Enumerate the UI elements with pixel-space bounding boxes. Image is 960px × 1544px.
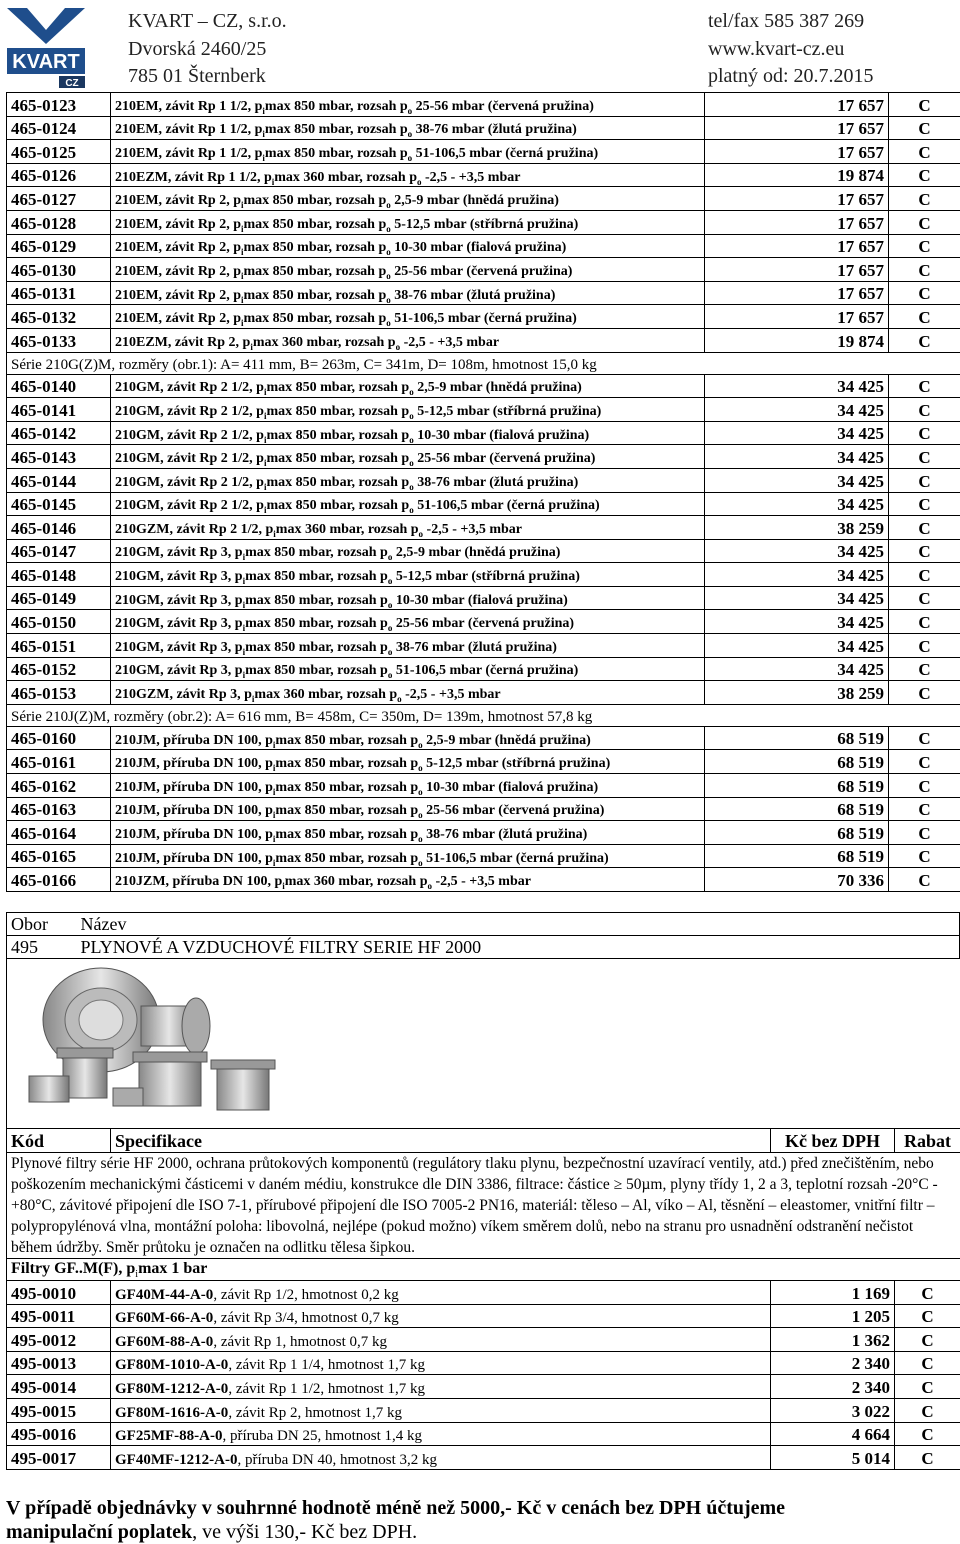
row-specification: 210GZM, závit Rp 3, $p_i\max$ 360 mbar, rozsah $p_o$ -2,5 - +3,5 mbar — [111, 681, 705, 705]
row-rabat: C — [889, 516, 960, 540]
row-price: 17 657 — [705, 93, 889, 117]
row-specification: 210GM, závit Rp 2 1/2, $p_i\max$ 850 mbar, rozsah $p_o$ 51-106,5 mbar (černá pružina) — [111, 492, 705, 516]
row-specification: 210EM, závit Rp 2, $p_i\max$ 850 mbar, rozsah $p_o$ 2,5-9 mbar (hnědá pružina) — [111, 187, 705, 211]
row-rabat: C — [895, 1398, 960, 1422]
series-210j-heading: Série 210J(Z)M, rozměry (obr.2): A= 616 mm, B= 458m, C= 350m, D= 139m, hmotnost 57,8 kg — [7, 704, 960, 726]
row-rabat: C — [889, 187, 960, 211]
row-code: 465-0141 — [7, 398, 111, 422]
row-price: 17 657 — [705, 234, 889, 258]
table-row — [7, 797, 960, 821]
table-row — [7, 1351, 960, 1375]
row-price: 19 874 — [705, 163, 889, 187]
row-price: 68 519 — [705, 774, 889, 798]
row-rabat: C — [889, 539, 960, 563]
col-kod: Kód — [7, 1129, 111, 1153]
company-name: KVART – CZ, s.r.o. — [128, 10, 287, 32]
row-price: 17 657 — [705, 116, 889, 140]
row-rabat: C — [889, 116, 960, 140]
row-code: 465-0166 — [7, 868, 111, 892]
row-code: 495-0017 — [7, 1446, 111, 1470]
row-specification: 210EM, závit Rp 2, $p_i\max$ 850 mbar, rozsah $p_o$ 10-30 mbar (fialová pružina) — [111, 234, 705, 258]
footer-line-1: V případě objednávky v souhrnné hodnotě méně než 5000,- Kč v cenách bez DPH účtujeme — [6, 1497, 786, 1519]
table-row — [7, 163, 960, 187]
row-rabat: C — [889, 374, 960, 398]
row-specification: GF40MF-1212-A-0, příruba DN 40, hmotnost 3,2 kg — [111, 1446, 771, 1470]
kvart-logo — [5, 4, 87, 90]
row-rabat: C — [889, 844, 960, 868]
obor-label: Obor — [7, 913, 77, 936]
table-row — [7, 421, 960, 445]
row-specification: 210GM, závit Rp 3, $p_i\max$ 850 mbar, rozsah $p_o$ 5-12,5 mbar (stříbrná pružina) — [111, 563, 705, 587]
row-price: 70 336 — [705, 868, 889, 892]
row-rabat: C — [889, 258, 960, 282]
footer-line-2: manipulační poplatek, ve výši 130,- Kč bez DPH. — [6, 1521, 418, 1543]
table-row — [7, 634, 960, 658]
row-price: 19 874 — [705, 328, 889, 352]
row-price: 34 425 — [705, 398, 889, 422]
row-code: 495-0015 — [7, 1398, 111, 1422]
row-rabat: C — [889, 657, 960, 681]
table-row — [7, 187, 960, 211]
row-code: 465-0149 — [7, 586, 111, 610]
row-code: 465-0130 — [7, 258, 111, 282]
row-price: 68 519 — [705, 844, 889, 868]
row-price: 34 425 — [705, 563, 889, 587]
row-code: 465-0161 — [7, 750, 111, 774]
valid-date: platný od: 20.7.2015 — [708, 65, 874, 87]
row-code: 495-0013 — [7, 1351, 111, 1375]
row-specification: 210EM, závit Rp 2, $p_i\max$ 850 mbar, rozsah $p_o$ 25-56 mbar (červená pružina) — [111, 258, 705, 282]
row-code: 465-0131 — [7, 281, 111, 305]
row-specification: GF80M-1616-A-0, závit Rp 2, hmotnost 1,7 kg — [111, 1398, 771, 1422]
company-web: www.kvart-cz.eu — [708, 38, 845, 60]
row-specification: 210GZM, závit Rp 2 1/2, $p_i\max$ 360 mbar, rozsah $p_o$ -2,5 - +3,5 mbar — [111, 516, 705, 540]
page-header — [0, 0, 960, 92]
table-row — [7, 398, 960, 422]
series-210g-heading: Série 210G(Z)M, rozměry (obr.1): A= 411 mm, B= 263m, C= 341m, D= 108m, hmotnost 15,0 kg — [7, 352, 960, 374]
row-specification: 210EM, závit Rp 2, $p_i\max$ 850 mbar, rozsah $p_o$ 38-76 mbar (žlutá pružina) — [111, 281, 705, 305]
row-rabat: C — [889, 421, 960, 445]
row-price: 17 657 — [705, 140, 889, 164]
table-row — [7, 681, 960, 705]
row-price: 1 205 — [771, 1304, 895, 1328]
row-price: 68 519 — [705, 750, 889, 774]
row-specification: GF25MF-88-A-0, příruba DN 25, hmotnost 1,4 kg — [111, 1422, 771, 1446]
table-row — [7, 492, 960, 516]
col-spec: Specifikace — [111, 1129, 771, 1153]
row-price: 1 169 — [771, 1281, 895, 1305]
row-specification: 210JM, příruba DN 100, $p_i\max$ 850 mbar, rozsah $p_o$ 51-106,5 mbar (černá pružina) — [111, 844, 705, 868]
row-rabat: C — [889, 774, 960, 798]
row-code: 465-0153 — [7, 681, 111, 705]
row-specification: 210GM, závit Rp 3, $p_i\max$ 850 mbar, rozsah $p_o$ 25-56 mbar (červená pružina) — [111, 610, 705, 634]
table-row — [7, 258, 960, 282]
row-specification: 210GM, závit Rp 3, $p_i\max$ 850 mbar, rozsah $p_o$ 10-30 mbar (fialová pružina) — [111, 586, 705, 610]
nazev-value: PLYNOVÉ A VZDUCHOVÉ FILTRY SERIE HF 2000 — [77, 936, 960, 959]
row-price: 34 425 — [705, 634, 889, 658]
company-street: Dvorská 2460/25 — [128, 38, 267, 60]
row-rabat: C — [895, 1375, 960, 1399]
table-row — [7, 305, 960, 329]
row-price: 4 664 — [771, 1422, 895, 1446]
table-row — [7, 1422, 960, 1446]
row-rabat: C — [889, 634, 960, 658]
row-rabat: C — [895, 1304, 960, 1328]
row-specification: GF80M-1010-A-0, závit Rp 1 1/4, hmotnost 1,7 kg — [111, 1351, 771, 1375]
table-row — [7, 1281, 960, 1305]
row-specification: GF60M-88-A-0, závit Rp 1, hmotnost 0,7 kg — [111, 1328, 771, 1352]
row-price: 34 425 — [705, 445, 889, 469]
row-price: 34 425 — [705, 539, 889, 563]
row-rabat: C — [889, 328, 960, 352]
table-row — [7, 821, 960, 845]
row-rabat: C — [889, 93, 960, 117]
row-rabat: C — [889, 610, 960, 634]
table-row — [7, 563, 960, 587]
row-rabat: C — [889, 468, 960, 492]
row-specification: GF60M-66-A-0, závit Rp 3/4, hmotnost 0,7 kg — [111, 1304, 771, 1328]
row-code: 465-0127 — [7, 187, 111, 211]
row-price: 38 259 — [705, 516, 889, 540]
row-specification: 210JM, příruba DN 100, $p_i\max$ 850 mbar, rozsah $p_o$ 38-76 mbar (žlutá pružina) — [111, 821, 705, 845]
row-code: 465-0126 — [7, 163, 111, 187]
logo-sub: CZ — [65, 78, 79, 89]
row-specification: 210EM, závit Rp 2, $p_i\max$ 850 mbar, rozsah $p_o$ 5-12,5 mbar (stříbrná pružina) — [111, 210, 705, 234]
table-row — [7, 234, 960, 258]
row-price: 17 657 — [705, 187, 889, 211]
row-code: 465-0160 — [7, 726, 111, 750]
row-price: 1 362 — [771, 1328, 895, 1352]
table-row — [7, 445, 960, 469]
row-rabat: C — [889, 726, 960, 750]
row-code: 465-0129 — [7, 234, 111, 258]
row-rabat: C — [895, 1422, 960, 1446]
row-code: 465-0142 — [7, 421, 111, 445]
col-rabat: Rabat — [895, 1129, 960, 1153]
row-code: 465-0145 — [7, 492, 111, 516]
table-row — [7, 726, 960, 750]
row-code: 495-0014 — [7, 1375, 111, 1399]
row-code: 495-0016 — [7, 1422, 111, 1446]
row-rabat: C — [895, 1281, 960, 1305]
table-row — [7, 1304, 960, 1328]
row-rabat: C — [889, 868, 960, 892]
product-table-210 — [6, 92, 960, 892]
table-row — [7, 468, 960, 492]
product-image-area — [6, 958, 960, 1128]
row-rabat: C — [889, 305, 960, 329]
row-specification: 210JM, příruba DN 100, $p_i\max$ 850 mbar, rozsah $p_o$ 2,5-9 mbar (hnědá pružina) — [111, 726, 705, 750]
row-code: 465-0152 — [7, 657, 111, 681]
row-rabat: C — [889, 445, 960, 469]
row-specification: 210EM, závit Rp 1 1/2, $p_i\max$ 850 mbar, rozsah $p_o$ 38-76 mbar (žlutá pružina) — [111, 116, 705, 140]
row-code: 495-0011 — [7, 1304, 111, 1328]
logo-text: KVART — [12, 51, 80, 73]
table-row — [7, 774, 960, 798]
row-code: 465-0146 — [7, 516, 111, 540]
row-rabat: C — [889, 681, 960, 705]
row-specification: GF40M-44-A-0, závit Rp 1/2, hmotnost 0,2 kg — [111, 1281, 771, 1305]
product-table-495 — [6, 1128, 960, 1470]
nazev-label: Název — [77, 913, 960, 936]
row-rabat: C — [895, 1351, 960, 1375]
row-code: 465-0165 — [7, 844, 111, 868]
row-price: 68 519 — [705, 821, 889, 845]
row-specification: 210EM, závit Rp 1 1/2, $p_i\max$ 850 mbar, rozsah $p_o$ 25-56 mbar (červená pružina) — [111, 93, 705, 117]
row-code: 465-0132 — [7, 305, 111, 329]
row-code: 465-0123 — [7, 93, 111, 117]
row-rabat: C — [889, 492, 960, 516]
row-specification: 210GM, závit Rp 2 1/2, $p_i\max$ 850 mbar, rozsah $p_o$ 5-12,5 mbar (stříbrná pružina) — [111, 398, 705, 422]
table-row — [7, 93, 960, 117]
row-price: 38 259 — [705, 681, 889, 705]
obor-value: 495 — [7, 936, 77, 959]
row-code: 465-0151 — [7, 634, 111, 658]
row-rabat: C — [889, 281, 960, 305]
row-code: 465-0133 — [7, 328, 111, 352]
table-row — [7, 210, 960, 234]
row-code: 465-0148 — [7, 563, 111, 587]
row-specification: 210EZM, závit Rp 1 1/2, $p_i\max$ 360 mbar, rozsah $p_o$ -2,5 - +3,5 mbar — [111, 163, 705, 187]
row-rabat: C — [889, 563, 960, 587]
table-row — [7, 281, 960, 305]
row-code: 465-0164 — [7, 821, 111, 845]
row-code: 465-0128 — [7, 210, 111, 234]
row-specification: 210GM, závit Rp 2 1/2, $p_i\max$ 850 mbar, rozsah $p_o$ 10-30 mbar (fialová pružina) — [111, 421, 705, 445]
row-price: 17 657 — [705, 305, 889, 329]
row-code: 495-0012 — [7, 1328, 111, 1352]
table-row — [7, 116, 960, 140]
table-row — [7, 539, 960, 563]
row-code: 465-0162 — [7, 774, 111, 798]
row-rabat: C — [889, 821, 960, 845]
row-price: 34 425 — [705, 421, 889, 445]
table-row — [7, 516, 960, 540]
table-row — [7, 1446, 960, 1470]
row-price: 5 014 — [771, 1446, 895, 1470]
row-specification: 210JM, příruba DN 100, $p_i\max$ 850 mbar, rozsah $p_o$ 5-12,5 mbar (stříbrná pružina) — [111, 750, 705, 774]
row-code: 465-0144 — [7, 468, 111, 492]
row-rabat: C — [889, 398, 960, 422]
row-specification: 210GM, závit Rp 2 1/2, $p_i\max$ 850 mbar, rozsah $p_o$ 38-76 mbar (žlutá pružina) — [111, 468, 705, 492]
table-row — [7, 140, 960, 164]
footer-note — [6, 1496, 956, 1544]
row-price: 2 340 — [771, 1375, 895, 1399]
row-specification: 210GM, závit Rp 3, $p_i\max$ 850 mbar, rozsah $p_o$ 38-76 mbar (žlutá pružina) — [111, 634, 705, 658]
row-price: 17 657 — [705, 258, 889, 282]
row-specification: 210JZM, příruba DN 100, $p_i\max$ 360 mbar, rozsah $p_o$ -2,5 - +3,5 mbar — [111, 868, 705, 892]
row-rabat: C — [889, 210, 960, 234]
row-code: 465-0163 — [7, 797, 111, 821]
row-code: 465-0150 — [7, 610, 111, 634]
row-specification: 210JM, příruba DN 100, $p_i\max$ 850 mbar, rozsah $p_o$ 25-56 mbar (červená pružina) — [111, 797, 705, 821]
row-specification: 210GM, závit Rp 2 1/2, $p_i\max$ 850 mbar, rozsah $p_o$ 2,5-9 mbar (hnědá pružina) — [111, 374, 705, 398]
row-price: 34 425 — [705, 492, 889, 516]
table-row — [7, 1328, 960, 1352]
row-rabat: C — [889, 140, 960, 164]
row-price: 34 425 — [705, 610, 889, 634]
row-price: 34 425 — [705, 657, 889, 681]
row-price: 17 657 — [705, 281, 889, 305]
row-code: 465-0125 — [7, 140, 111, 164]
row-price: 34 425 — [705, 586, 889, 610]
table-row — [7, 610, 960, 634]
table-row — [7, 1398, 960, 1422]
table-row — [7, 374, 960, 398]
row-rabat: C — [889, 586, 960, 610]
row-rabat: C — [889, 234, 960, 258]
row-rabat: C — [889, 797, 960, 821]
table-row — [7, 657, 960, 681]
row-price: 68 519 — [705, 726, 889, 750]
row-rabat: C — [889, 163, 960, 187]
row-specification: 210EM, závit Rp 2, $p_i\max$ 850 mbar, rozsah $p_o$ 51-106,5 mbar (černá pružina) — [111, 305, 705, 329]
row-price: 3 022 — [771, 1398, 895, 1422]
row-rabat: C — [895, 1446, 960, 1470]
row-price: 68 519 — [705, 797, 889, 821]
row-code: 465-0143 — [7, 445, 111, 469]
company-phone: tel/fax 585 387 269 — [708, 10, 865, 32]
table-row — [7, 586, 960, 610]
filters-description: Plynové filtry série HF 2000, ochrana průtokových komponentů (regulátory tlaku plynu, bezpečnostní uzavírací ventily, atd.) před znečištěním, nebo poškozením mechanickými částicemi v daném médiu, konstrukce dle DIN 3386, filtrace: částice ≥ 50µm, plyny třídy 1, 2 a 3, teplotní rozsah -20°C - +80°C, závitové připojení dle ISO 7-1, přírubové připojení dle ISO 7005-2 PN16, materiál: těleso – Al, víko – Al, těsnění – eleastomer, vnitřní filtr – polypropylénová vlna, montážní poloha: libovolná, nejlépe (pokud možno) víkem směrem dolů, nebo na stranu pro usnadnění odstranění nečistot během údržby. Směr průtoku je označen na odlitku tělesa šipkou. — [7, 1153, 960, 1259]
row-price: 34 425 — [705, 374, 889, 398]
table-row — [7, 750, 960, 774]
col-price: Kč bez DPH — [771, 1129, 895, 1153]
filters-subheading: Filtry GF..M(F), $p_i\max$ 1 bar — [7, 1259, 960, 1281]
table-row — [7, 844, 960, 868]
row-code: 495-0010 — [7, 1281, 111, 1305]
filter-product-image — [21, 958, 281, 1126]
table-row — [7, 328, 960, 352]
row-specification: 210GM, závit Rp 3, $p_i\max$ 850 mbar, rozsah $p_o$ 51-106,5 mbar (černá pružina) — [111, 657, 705, 681]
row-price: 2 340 — [771, 1351, 895, 1375]
row-specification: 210EM, závit Rp 1 1/2, $p_i\max$ 850 mbar, rozsah $p_o$ 51-106,5 mbar (černá pružina) — [111, 140, 705, 164]
row-code: 465-0147 — [7, 539, 111, 563]
row-specification: 210GM, závit Rp 3, $p_i\max$ 850 mbar, rozsah $p_o$ 2,5-9 mbar (hnědá pružina) — [111, 539, 705, 563]
row-specification: 210GM, závit Rp 2 1/2, $p_i\max$ 850 mbar, rozsah $p_o$ 25-56 mbar (červená pružina) — [111, 445, 705, 469]
row-rabat: C — [895, 1328, 960, 1352]
row-specification: 210EZM, závit Rp 2, $p_i\max$ 360 mbar, rozsah $p_o$ -2,5 - +3,5 mbar — [111, 328, 705, 352]
row-specification: 210JM, příruba DN 100, $p_i\max$ 850 mbar, rozsah $p_o$ 10-30 mbar (fialová pružina) — [111, 774, 705, 798]
row-specification: GF80M-1212-A-0, závit Rp 1 1/2, hmotnost 1,7 kg — [111, 1375, 771, 1399]
table-row — [7, 1375, 960, 1399]
table-row — [7, 868, 960, 892]
row-code: 465-0124 — [7, 116, 111, 140]
row-code: 465-0140 — [7, 374, 111, 398]
row-price: 34 425 — [705, 468, 889, 492]
company-city: 785 01 Šternberk — [128, 65, 266, 87]
row-rabat: C — [889, 750, 960, 774]
section-header-table — [6, 912, 960, 959]
row-price: 17 657 — [705, 210, 889, 234]
